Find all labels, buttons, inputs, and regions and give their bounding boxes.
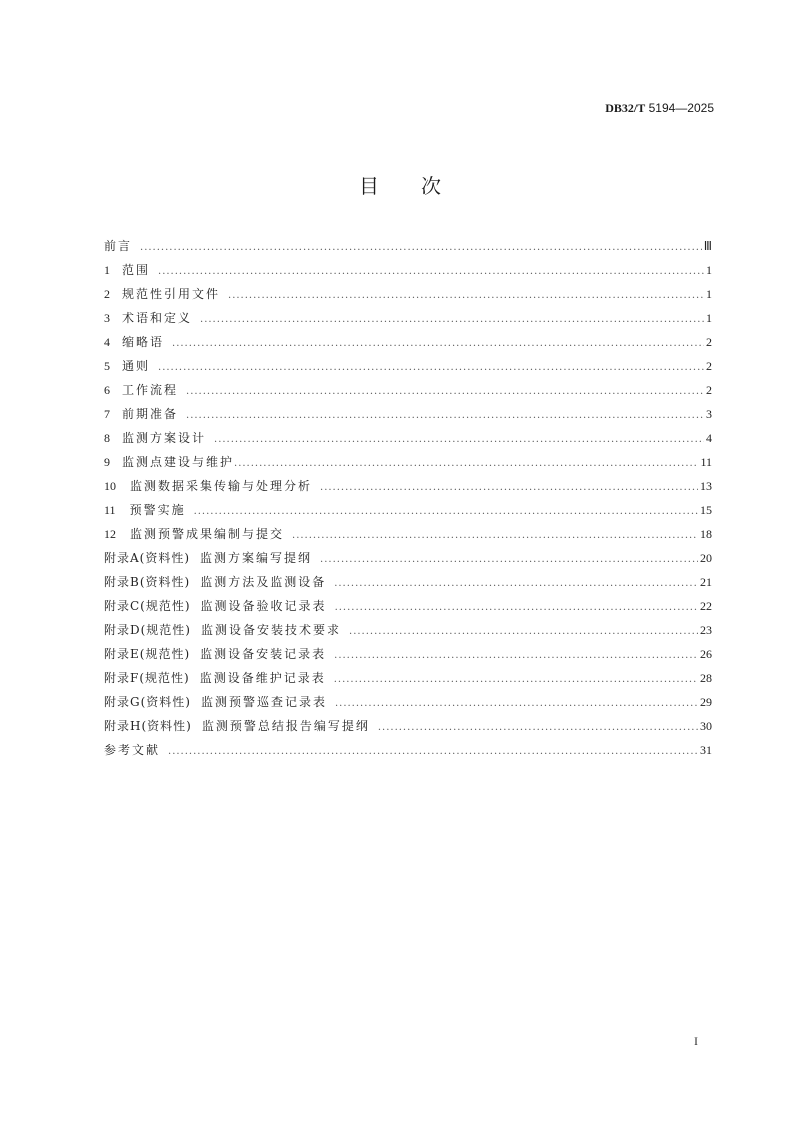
toc-appendix-title: 监测预警总结报告编写提纲 bbox=[201, 719, 370, 733]
toc-appendix-title: 监测预警巡查记录表 bbox=[200, 695, 327, 709]
toc-appendix-b[interactable] bbox=[104, 570, 712, 594]
toc-entry-label: 监测点建设与维护 bbox=[122, 455, 235, 469]
toc-entry[interactable] bbox=[104, 498, 712, 522]
toc-entry-page: 26 bbox=[700, 647, 712, 661]
toc-entry-label: 工作流程 bbox=[122, 383, 179, 397]
toc-entry-page: 1 bbox=[706, 311, 712, 325]
toc-entry-number: 9 bbox=[104, 455, 110, 469]
toc-entry-page: 22 bbox=[700, 599, 712, 613]
toc-entry-label: 术语和定义 bbox=[122, 311, 193, 325]
toc-entry-number: 11 bbox=[104, 503, 116, 517]
toc-entry-number: 2 bbox=[104, 287, 110, 301]
toc-entry-label: 参考文献 bbox=[104, 743, 161, 757]
toc-leader-dots bbox=[214, 428, 704, 452]
toc-entry-page: 3 bbox=[706, 407, 712, 421]
toc-entry-label: 通则 bbox=[122, 359, 151, 373]
toc-entry-page: 28 bbox=[700, 671, 712, 685]
toc-appendix-a[interactable] bbox=[104, 546, 712, 570]
toc-entry-page: 15 bbox=[700, 503, 712, 517]
toc-entry-page: 30 bbox=[700, 719, 712, 733]
toc-leader-dots bbox=[194, 500, 698, 524]
toc-appendix-prefix: 附录F(规范性) bbox=[104, 671, 190, 685]
toc-leader-dots bbox=[349, 620, 698, 644]
toc-entry-page: 18 bbox=[700, 527, 712, 541]
toc-entry[interactable] bbox=[104, 306, 712, 330]
toc-appendix-f[interactable] bbox=[104, 666, 712, 690]
toc-appendix-prefix: 附录C(规范性) bbox=[104, 599, 191, 613]
toc-entry-page: 2 bbox=[706, 335, 712, 349]
toc-entry[interactable] bbox=[104, 330, 712, 354]
toc-entry-number: 1 bbox=[104, 263, 110, 277]
toc-leader-dots bbox=[335, 596, 698, 620]
toc-appendix-title: 监测设备安装技术要求 bbox=[201, 623, 342, 637]
document-code-number: 5194—2025 bbox=[645, 101, 714, 115]
toc-entry-page: 1 bbox=[706, 287, 712, 301]
toc-appendix-prefix: 附录A(资料性) bbox=[104, 551, 191, 565]
toc-appendix-d[interactable] bbox=[104, 618, 712, 642]
toc-entry[interactable] bbox=[104, 474, 712, 498]
table-of-contents bbox=[104, 234, 712, 762]
toc-entry-label: 监测方案设计 bbox=[122, 431, 207, 445]
toc-leader-dots bbox=[320, 548, 698, 572]
toc-appendix-title: 监测方法及监测设备 bbox=[200, 575, 327, 589]
toc-leader-dots bbox=[186, 380, 704, 404]
toc-entry-page: 2 bbox=[706, 383, 712, 397]
toc-entry-label: 监测数据采集传输与处理分析 bbox=[130, 479, 313, 493]
toc-entry-page: Ⅲ bbox=[703, 239, 712, 253]
toc-appendix-g[interactable] bbox=[104, 690, 712, 714]
toc-appendix-prefix: 附录G(资料性) bbox=[104, 695, 191, 709]
toc-leader-dots bbox=[158, 260, 704, 284]
toc-entry-page: 13 bbox=[700, 479, 712, 493]
toc-entry[interactable] bbox=[104, 426, 712, 450]
toc-entry-label: 前期准备 bbox=[122, 407, 179, 421]
toc-entry-page: 2 bbox=[706, 359, 712, 373]
toc-leader-dots bbox=[320, 476, 698, 500]
toc-appendix-prefix: 附录D(规范性) bbox=[104, 623, 191, 637]
toc-entry-label: 缩略语 bbox=[122, 335, 165, 349]
toc-entry-number: 6 bbox=[104, 383, 110, 397]
toc-appendix-e[interactable] bbox=[104, 642, 712, 666]
toc-leader-dots bbox=[234, 452, 698, 476]
toc-entry-label: 范围 bbox=[122, 263, 151, 277]
page-title-char-2: 次 bbox=[421, 174, 441, 198]
toc-entry-number: 12 bbox=[104, 527, 116, 541]
page-number: I bbox=[694, 1034, 698, 1048]
toc-appendix-title: 监测设备验收记录表 bbox=[200, 599, 327, 613]
toc-entry[interactable] bbox=[104, 402, 712, 426]
toc-entry-number: 8 bbox=[104, 431, 110, 445]
document-code-prefix: DB32/T bbox=[605, 101, 646, 115]
toc-entry-label: 监测预警成果编制与提交 bbox=[130, 527, 285, 541]
toc-entry-label: 前言 bbox=[104, 239, 133, 253]
toc-leader-dots bbox=[378, 716, 698, 740]
toc-entry-page: 11 bbox=[700, 455, 712, 469]
toc-entry-label: 预警实施 bbox=[129, 503, 186, 517]
page-title bbox=[0, 170, 800, 199]
toc-entry[interactable] bbox=[104, 258, 712, 282]
toc-leader-dots bbox=[172, 332, 704, 356]
toc-leader-dots bbox=[140, 236, 702, 260]
toc-entry[interactable] bbox=[104, 282, 712, 306]
toc-appendix-prefix: 附录E(规范性) bbox=[104, 647, 191, 661]
toc-entry[interactable] bbox=[104, 450, 712, 474]
toc-appendix-prefix: 附录H(资料性) bbox=[104, 719, 192, 733]
page-title-char-1: 目 bbox=[359, 174, 379, 198]
toc-leader-dots bbox=[158, 356, 704, 380]
toc-entry[interactable] bbox=[104, 378, 712, 402]
toc-appendix-h[interactable] bbox=[104, 714, 712, 738]
toc-appendix-title: 监测方案编写提纲 bbox=[200, 551, 313, 565]
toc-entry-number: 4 bbox=[104, 335, 110, 349]
toc-entry-number: 3 bbox=[104, 311, 110, 325]
toc-entry-label: 规范性引用文件 bbox=[122, 287, 221, 301]
toc-leader-dots bbox=[228, 284, 704, 308]
toc-entry-page: 23 bbox=[700, 623, 712, 637]
toc-appendix-prefix: 附录B(资料性) bbox=[104, 575, 191, 589]
toc-appendix-title: 监测设备维护记录表 bbox=[199, 671, 326, 685]
toc-entry[interactable] bbox=[104, 354, 712, 378]
toc-entry-number: 10 bbox=[104, 479, 116, 493]
toc-leader-dots bbox=[334, 644, 698, 668]
toc-leader-dots bbox=[335, 692, 698, 716]
toc-leader-dots bbox=[292, 524, 698, 548]
toc-entry[interactable] bbox=[104, 522, 712, 546]
toc-leader-dots bbox=[200, 308, 704, 332]
toc-entry-page: 20 bbox=[700, 551, 712, 565]
document-code bbox=[605, 101, 714, 116]
toc-leader-dots bbox=[168, 740, 698, 764]
toc-leader-dots bbox=[334, 572, 698, 596]
toc-entry-number: 5 bbox=[104, 359, 110, 373]
toc-entry-references[interactable] bbox=[104, 738, 712, 762]
toc-appendix-title: 监测设备安装记录表 bbox=[200, 647, 327, 661]
toc-entry-page: 4 bbox=[706, 431, 712, 445]
toc-leader-dots bbox=[186, 404, 704, 428]
toc-entry-number: 7 bbox=[104, 407, 110, 421]
toc-entry-foreword[interactable] bbox=[104, 234, 712, 258]
toc-entry-page: 29 bbox=[700, 695, 712, 709]
toc-leader-dots bbox=[334, 668, 698, 692]
toc-appendix-c[interactable] bbox=[104, 594, 712, 618]
toc-entry-page: 31 bbox=[700, 743, 712, 757]
toc-entry-page: 21 bbox=[700, 575, 712, 589]
toc-entry-page: 1 bbox=[706, 263, 712, 277]
